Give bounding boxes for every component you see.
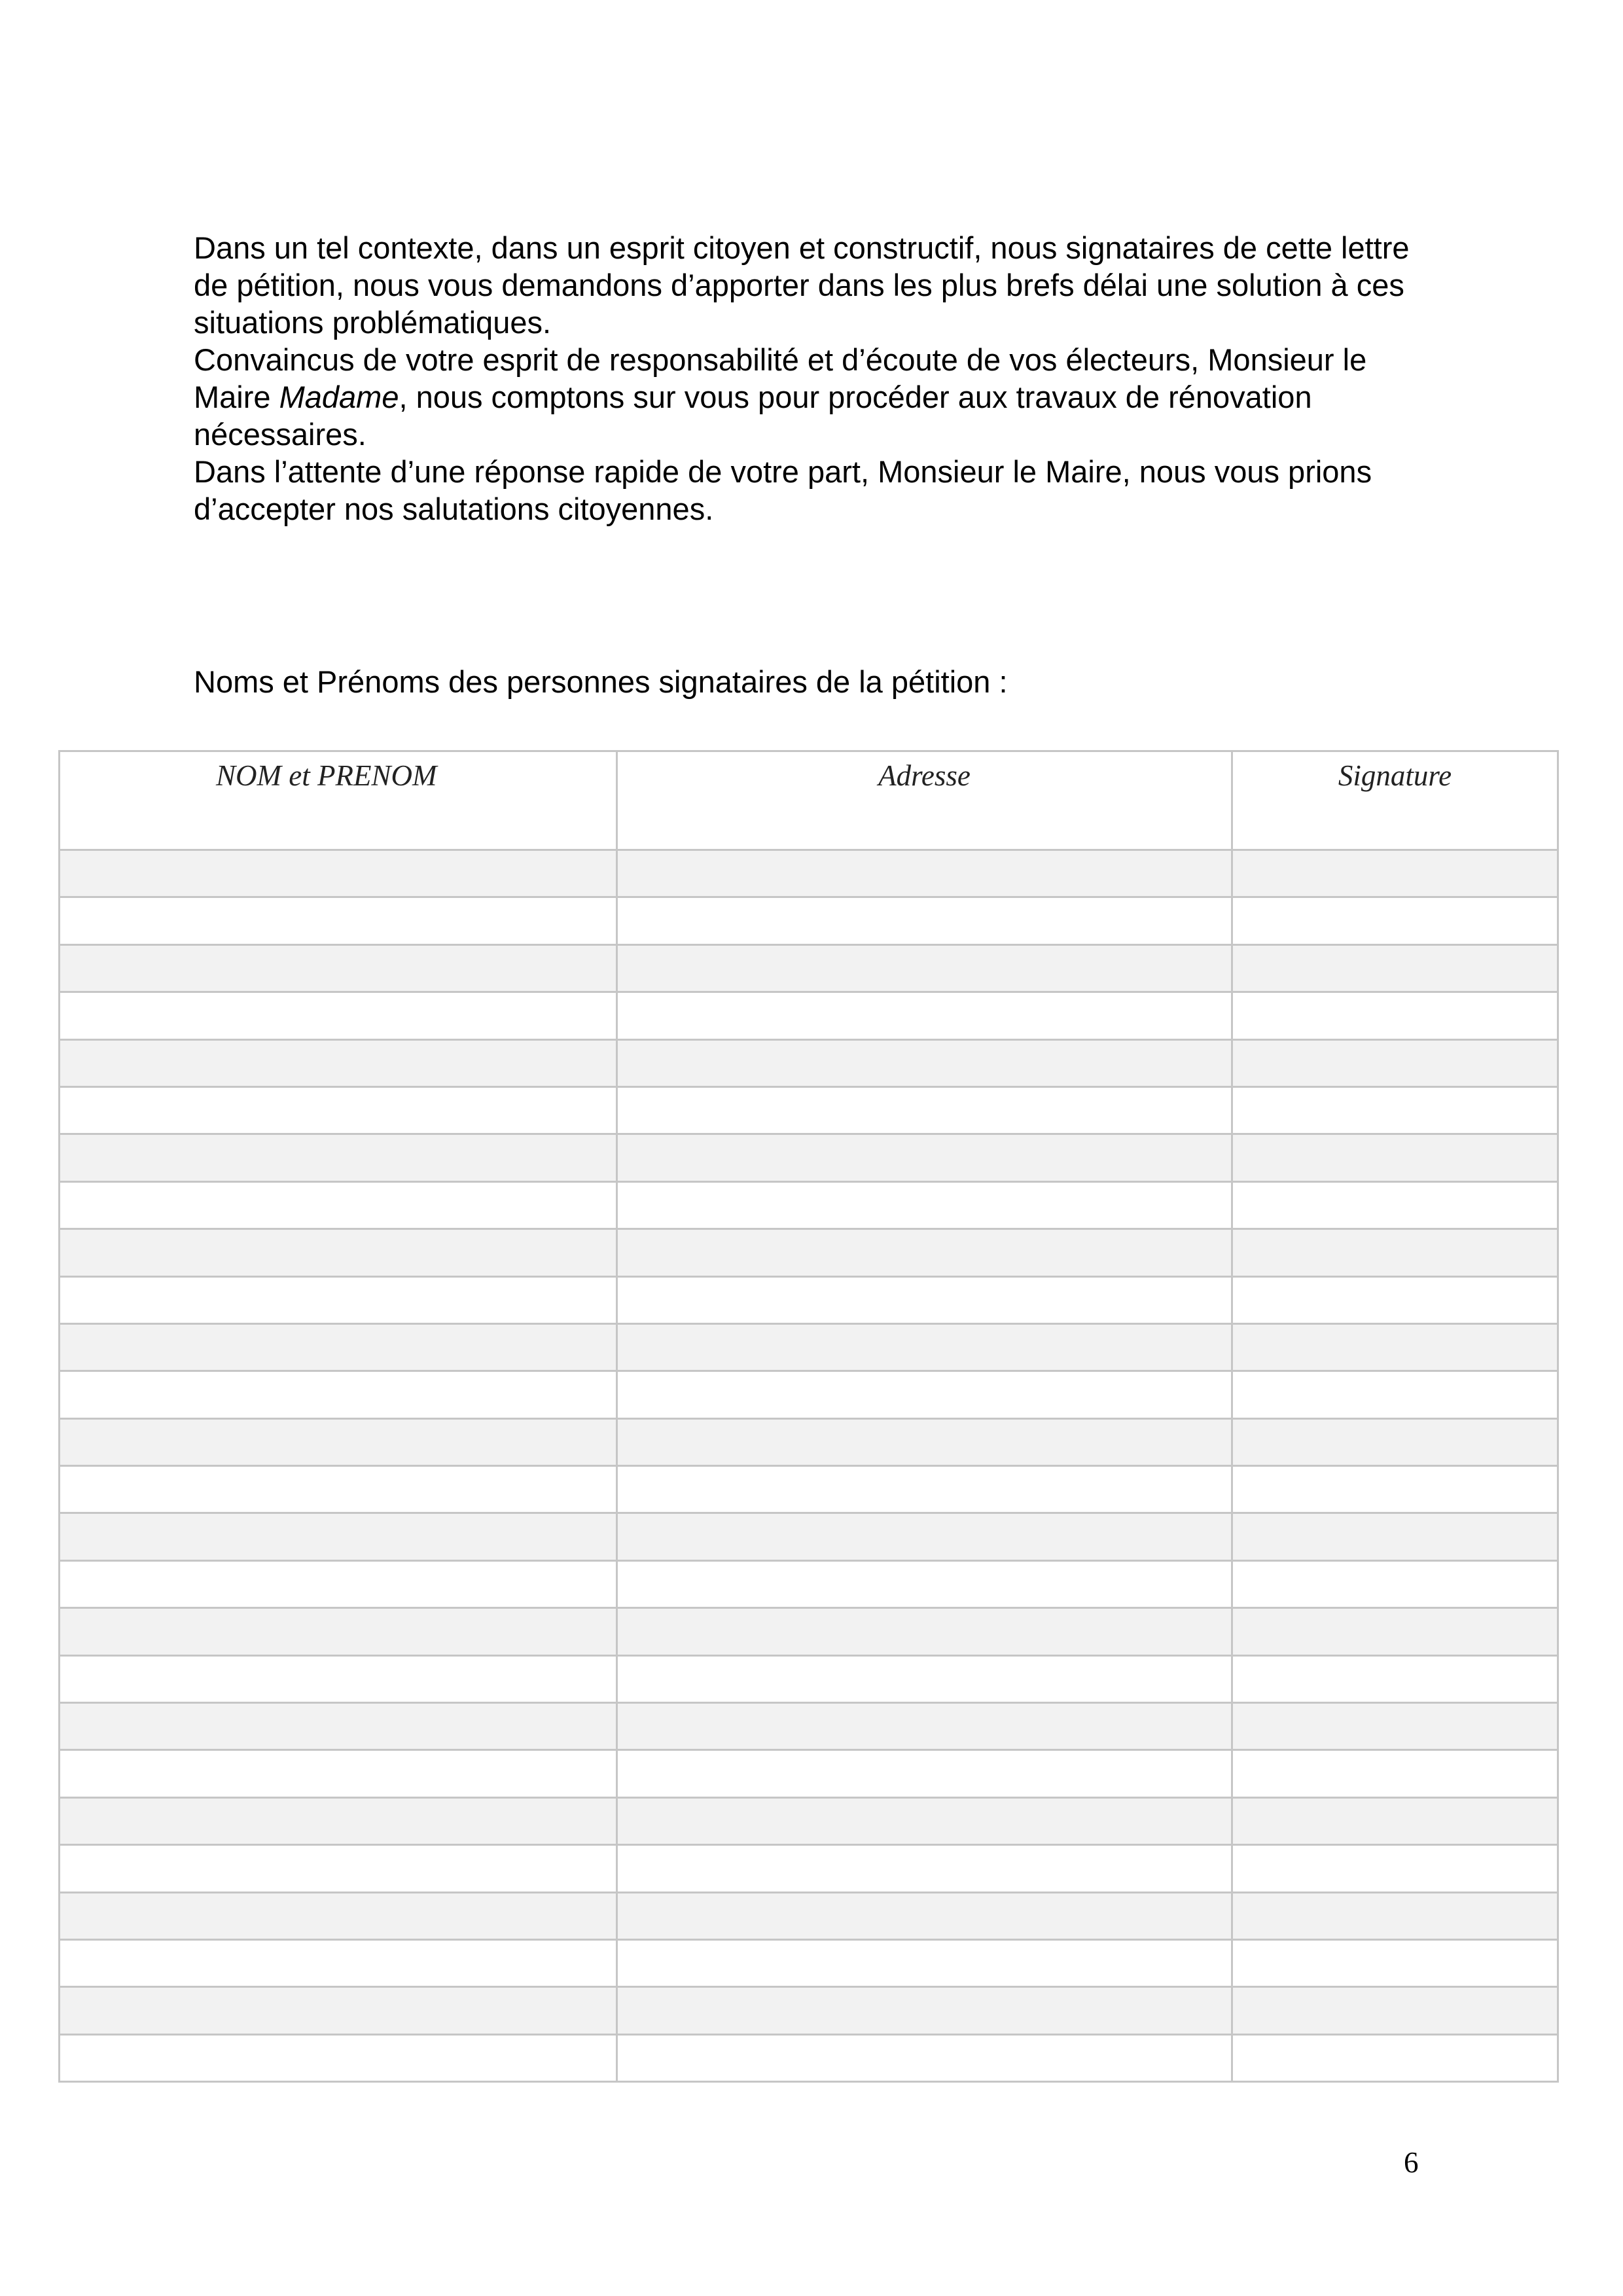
name-cell (60, 1134, 617, 1181)
table-row (60, 1797, 1558, 1844)
name-cell (60, 1418, 617, 1465)
table-row (60, 2034, 1558, 2081)
name-cell (60, 1655, 617, 1702)
letter-paragraph-3: Dans l’attente d’une réponse rapide de votre part, Monsieur le Maire, nous vous prions d’accepter nos salutations citoyennes. (194, 454, 1372, 526)
table-row (60, 1939, 1558, 1986)
table-row (60, 1181, 1558, 1229)
signature-cell (1232, 992, 1558, 1039)
name-cell (60, 1703, 617, 1750)
name-cell (60, 1560, 617, 1607)
signature-cell (1232, 1845, 1558, 1892)
signature-table (58, 750, 1559, 2083)
address-cell (617, 992, 1232, 1039)
signature-cell (1232, 1655, 1558, 1702)
name-cell (60, 992, 617, 1039)
table-row (60, 1750, 1558, 1797)
signature-cell (1232, 1797, 1558, 1844)
table-row (60, 1229, 1558, 1276)
signature-cell (1232, 1181, 1558, 1229)
table-row (60, 850, 1558, 897)
address-cell (617, 944, 1232, 992)
address-cell (617, 1608, 1232, 1655)
letter-body (194, 229, 1437, 528)
name-cell (60, 897, 617, 944)
signature-cell (1232, 1560, 1558, 1607)
name-cell (60, 944, 617, 992)
name-cell (60, 2034, 617, 2081)
column-header-signature: Signature (1232, 751, 1558, 850)
address-cell (617, 1892, 1232, 1939)
table-row (60, 897, 1558, 944)
address-cell (617, 1845, 1232, 1892)
paragraph-2-italic: Madame (279, 380, 399, 414)
address-cell (617, 1797, 1232, 1844)
name-cell (60, 850, 617, 897)
address-cell (617, 1750, 1232, 1797)
letter-paragraph-1: Dans un tel contexte, dans un esprit citoyen et constructif, nous signataires de cette lettre de pétition, nous vous demandons d’apporter dans les plus brefs délai une solution à ces situations problématiques. (194, 230, 1410, 340)
signature-cell (1232, 1608, 1558, 1655)
signature-cell (1232, 1466, 1558, 1513)
name-cell (60, 1750, 617, 1797)
address-cell (617, 897, 1232, 944)
signature-cell (1232, 1039, 1558, 1086)
table-row (60, 1039, 1558, 1086)
name-cell (60, 1086, 617, 1134)
table-row (60, 1323, 1558, 1371)
table-row (60, 1134, 1558, 1181)
address-cell (617, 1276, 1232, 1323)
signature-cell (1232, 1418, 1558, 1465)
address-cell (617, 1039, 1232, 1086)
name-cell (60, 1513, 617, 1560)
address-cell (617, 1086, 1232, 1134)
signature-cell (1232, 1703, 1558, 1750)
name-cell (60, 1181, 617, 1229)
signatures-heading: Noms et Prénoms des personnes signataires de la pétition : (194, 664, 1008, 699)
name-cell (60, 1939, 617, 1986)
signature-cell (1232, 1892, 1558, 1939)
signature-cell (1232, 1371, 1558, 1418)
signature-cell (1232, 1134, 1558, 1181)
address-cell (617, 1560, 1232, 1607)
table-row (60, 992, 1558, 1039)
name-cell (60, 1039, 617, 1086)
table-row (60, 1703, 1558, 1750)
signature-cell (1232, 1229, 1558, 1276)
name-cell (60, 1987, 617, 2034)
name-cell (60, 1323, 617, 1371)
signature-cell (1232, 1086, 1558, 1134)
name-cell (60, 1892, 617, 1939)
address-cell (617, 1513, 1232, 1560)
column-header-address: Adresse (617, 751, 1232, 850)
signature-cell (1232, 850, 1558, 897)
signature-rows (60, 850, 1558, 2082)
signature-cell (1232, 944, 1558, 992)
address-cell (617, 1655, 1232, 1702)
table-row (60, 1418, 1558, 1465)
address-cell (617, 1323, 1232, 1371)
name-cell (60, 1229, 617, 1276)
signature-cell (1232, 1750, 1558, 1797)
address-cell (617, 1134, 1232, 1181)
name-cell (60, 1371, 617, 1418)
address-cell (617, 1371, 1232, 1418)
signature-cell (1232, 1323, 1558, 1371)
address-cell (617, 2034, 1232, 2081)
table-row (60, 1086, 1558, 1134)
address-cell (617, 1703, 1232, 1750)
table-row (60, 1276, 1558, 1323)
signature-cell (1232, 2034, 1558, 2081)
table-row (60, 1513, 1558, 1560)
signature-cell (1232, 1987, 1558, 2034)
column-header-name: NOM et PRENOM (60, 751, 617, 850)
address-cell (617, 1229, 1232, 1276)
table-row (60, 1892, 1558, 1939)
table-row (60, 1371, 1558, 1418)
address-cell (617, 1939, 1232, 1986)
table-row (60, 1560, 1558, 1607)
address-cell (617, 1466, 1232, 1513)
address-cell (617, 1181, 1232, 1229)
address-cell (617, 1418, 1232, 1465)
signature-cell (1232, 897, 1558, 944)
page-number: 6 (1404, 2146, 1419, 2179)
table-header-row (60, 751, 1558, 850)
name-cell (60, 1276, 617, 1323)
name-cell (60, 1797, 617, 1844)
name-cell (60, 1466, 617, 1513)
signature-cell (1232, 1276, 1558, 1323)
signature-cell (1232, 1939, 1558, 1986)
table-row (60, 1845, 1558, 1892)
table-row (60, 1608, 1558, 1655)
signature-cell (1232, 1513, 1558, 1560)
name-cell (60, 1608, 617, 1655)
paragraph-2-end: , nous comptons sur vous pour procéder aux travaux de rénovation nécessaires. (194, 380, 1312, 452)
address-cell (617, 1987, 1232, 2034)
letter-paragraph-2 (194, 341, 1437, 453)
name-cell (60, 1845, 617, 1892)
address-cell (617, 850, 1232, 897)
table-row (60, 1655, 1558, 1702)
paragraph-2-start: Convaincus de votre esprit de responsabilité et d’écoute de vos électeurs, Monsieur le Maire (194, 342, 1367, 414)
table-row (60, 1987, 1558, 2034)
table-row (60, 1466, 1558, 1513)
table-row (60, 944, 1558, 992)
